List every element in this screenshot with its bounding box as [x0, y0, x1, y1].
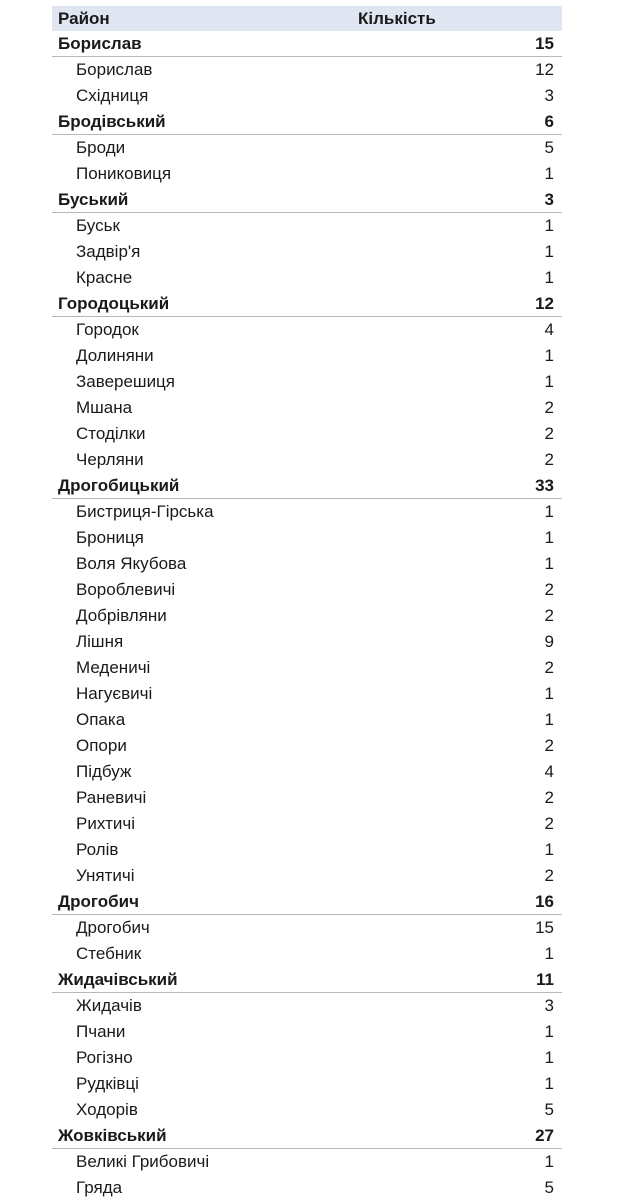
settlement-count: 2 [544, 580, 554, 599]
settlement-row [52, 655, 562, 681]
settlement-count: 2 [544, 736, 554, 755]
settlement-row [52, 83, 562, 109]
district-group-row [52, 473, 562, 499]
settlement-count: 12 [535, 60, 554, 79]
district-table [52, 6, 562, 1201]
settlement-name: Заверешиця [76, 372, 176, 391]
settlement-row [52, 1175, 562, 1201]
settlement-name: Мшана [76, 398, 133, 417]
settlement-count: 1 [544, 1152, 554, 1171]
settlement-count: 9 [544, 632, 554, 651]
district-group-row [52, 31, 562, 57]
settlement-name: Пчани [76, 1022, 126, 1041]
settlement-name: Раневичі [76, 788, 147, 807]
district-count: 33 [535, 475, 554, 495]
settlement-name: Рогізно [76, 1048, 133, 1067]
settlement-row [52, 447, 562, 473]
settlement-count: 5 [544, 1100, 554, 1119]
settlement-name: Опака [76, 710, 126, 729]
column-header-district: Район [58, 8, 110, 28]
district-name: Буський [58, 189, 129, 209]
settlement-row [52, 317, 562, 343]
settlement-count: 4 [544, 320, 554, 339]
settlement-count: 2 [544, 450, 554, 469]
settlement-name: Лішня [76, 632, 124, 651]
settlement-row [52, 213, 562, 239]
settlement-count: 3 [544, 996, 554, 1015]
settlement-name: Гряда [76, 1178, 123, 1197]
settlement-count: 1 [544, 268, 554, 287]
settlement-name: Дрогобич [76, 918, 150, 937]
settlement-count: 1 [544, 554, 554, 573]
settlement-row [52, 421, 562, 447]
settlement-name: Вороблевичі [76, 580, 176, 599]
settlement-row [52, 369, 562, 395]
settlement-name: Ролів [76, 840, 119, 859]
settlement-count: 1 [544, 372, 554, 391]
settlement-count: 1 [544, 242, 554, 261]
settlement-row [52, 837, 562, 863]
settlement-name: Підбуж [76, 762, 132, 781]
settlement-name: Східниця [76, 86, 149, 105]
settlement-count: 1 [544, 216, 554, 235]
settlement-row [52, 915, 562, 941]
settlement-count: 4 [544, 762, 554, 781]
settlement-name: Броди [76, 138, 126, 157]
district-name: Жидачівський [58, 969, 178, 989]
settlement-row [52, 551, 562, 577]
settlement-name: Ходорів [76, 1100, 138, 1119]
settlement-row [52, 603, 562, 629]
district-group-row [52, 967, 562, 993]
settlement-row [52, 395, 562, 421]
settlement-row [52, 629, 562, 655]
settlement-row [52, 343, 562, 369]
settlement-name: Стебник [76, 944, 142, 963]
settlement-count: 1 [544, 1074, 554, 1093]
settlement-row [52, 161, 562, 187]
settlement-row [52, 135, 562, 161]
district-name: Жовківський [58, 1125, 167, 1145]
settlement-name: Рудківці [76, 1074, 139, 1093]
district-count: 16 [535, 891, 554, 911]
settlement-count: 2 [544, 788, 554, 807]
column-header-count: Кількість [358, 8, 436, 28]
district-name: Дрогобич [58, 891, 139, 911]
district-count: 15 [535, 33, 554, 53]
settlement-row [52, 863, 562, 889]
settlement-name: Долиняни [76, 346, 154, 365]
settlement-name: Бистриця-Гірська [76, 502, 214, 521]
settlement-name: Задвір'я [76, 242, 141, 261]
settlement-name: Борислав [76, 60, 153, 79]
settlement-row [52, 239, 562, 265]
district-group-row [52, 187, 562, 213]
settlement-name: Добрівляни [76, 606, 167, 625]
settlement-count: 1 [544, 502, 554, 521]
district-count: 11 [536, 969, 554, 989]
settlement-row [52, 811, 562, 837]
settlement-row [52, 265, 562, 291]
settlement-count: 1 [544, 944, 554, 963]
settlement-name: Нагуєвичі [76, 684, 153, 703]
settlement-row [52, 1149, 562, 1175]
settlement-row [52, 525, 562, 551]
settlement-row [52, 1019, 562, 1045]
settlement-count: 15 [535, 918, 554, 937]
settlement-count: 5 [544, 138, 554, 157]
settlement-row [52, 681, 562, 707]
settlement-row [52, 785, 562, 811]
settlement-row [52, 1071, 562, 1097]
table-header [52, 6, 562, 31]
settlement-count: 1 [544, 1022, 554, 1041]
settlement-count: 2 [544, 606, 554, 625]
settlement-count: 3 [544, 86, 554, 105]
district-name: Дрогобицький [58, 475, 180, 495]
settlement-count: 2 [544, 658, 554, 677]
settlement-row [52, 733, 562, 759]
district-name: Городоцький [58, 293, 170, 313]
settlement-name: Воля Якубова [76, 554, 187, 573]
district-name: Бродівський [58, 111, 166, 131]
district-group-row [52, 1123, 562, 1149]
settlement-row [52, 577, 562, 603]
settlement-row [52, 1097, 562, 1123]
table-body [52, 31, 562, 1201]
district-count: 27 [535, 1125, 554, 1145]
settlement-count: 2 [544, 424, 554, 443]
settlement-row [52, 759, 562, 785]
settlement-name: Жидачів [76, 996, 142, 1015]
district-name: Борислав [58, 33, 142, 53]
settlement-count: 1 [544, 528, 554, 547]
settlement-count: 1 [544, 710, 554, 729]
settlement-count: 1 [544, 840, 554, 859]
settlement-name: Великі Грибовичі [76, 1152, 210, 1171]
settlement-count: 2 [544, 814, 554, 833]
settlement-count: 1 [544, 346, 554, 365]
settlement-count: 2 [544, 866, 554, 885]
settlement-name: Пониковиця [76, 164, 172, 183]
settlement-row [52, 499, 562, 525]
settlement-name: Унятичі [76, 866, 135, 885]
settlement-row [52, 993, 562, 1019]
settlement-name: Стоділки [76, 424, 146, 443]
settlement-name: Меденичі [76, 658, 151, 677]
settlement-count: 1 [544, 684, 554, 703]
settlement-count: 5 [544, 1178, 554, 1197]
settlement-row [52, 57, 562, 83]
settlement-name: Буськ [76, 216, 120, 235]
settlement-count: 2 [544, 398, 554, 417]
settlement-row [52, 941, 562, 967]
settlement-name: Красне [76, 268, 133, 287]
settlement-name: Рихтичі [76, 814, 136, 833]
district-group-row [52, 291, 562, 317]
settlement-name: Брониця [76, 528, 144, 547]
settlement-name: Городок [76, 320, 139, 339]
settlement-count: 1 [544, 164, 554, 183]
settlement-count: 1 [544, 1048, 554, 1067]
district-count: 6 [544, 111, 554, 131]
settlement-row [52, 1045, 562, 1071]
district-count: 3 [544, 189, 554, 209]
district-group-row [52, 109, 562, 135]
district-group-row [52, 889, 562, 915]
settlement-name: Опори [76, 736, 127, 755]
settlement-name: Черляни [76, 450, 144, 469]
settlement-row [52, 707, 562, 733]
district-count: 12 [535, 293, 554, 313]
